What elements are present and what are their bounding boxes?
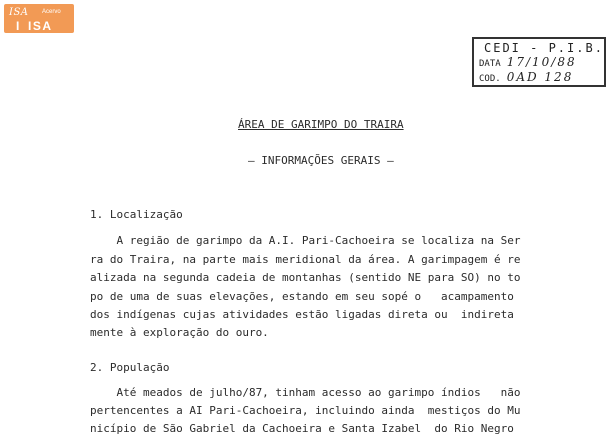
logo-isa-text: ISA [28,19,53,33]
paragraph-line: po de uma de suas elevações, estando em seu sopé o acampamento [90,290,514,303]
paragraph-line: mente à exploração do ouro. [90,326,269,339]
stamp-code-row [479,70,573,84]
stamp-code-value: 0AD 128 [506,70,574,84]
logo-mark: I [16,19,20,33]
stamp-date-label: DATA [479,59,501,69]
paragraph-line: dos indígenas cujas atividades estão ligadas direta ou indireta [90,308,514,321]
logo-small-text: Acervo [42,9,61,15]
paragraph-line: ra do Traira, na parte mais meridional da área. A garimpagem é re [90,253,521,266]
paragraph-line: A região de garimpo da A.I. Pari-Cachoeira se localiza na Ser [90,234,521,247]
logo-text: ISA [9,7,29,18]
paragraph-line: nicípio de São Gabriel da Cachoeira e Santa Izabel do Rio Negro [90,422,514,435]
section-heading-populacao: 2. População [90,361,170,374]
archive-stamp [472,37,606,87]
document-subtitle: — INFORMAÇÕES GERAIS — [248,154,394,167]
paragraph-line: Até meados de julho/87, tinham acesso ao garimpo índios não [90,386,521,399]
section-heading-localizacao: 1. Localização [90,208,183,221]
stamp-date-value: 17/10/88 [506,55,577,69]
paragraph-line: alizada na segunda cadeia de montanhas (sentido NE para SO) no to [90,271,521,284]
document-title: ÁREA DE GARIMPO DO TRAIRA [238,118,404,131]
paragraph-line: pertencentes a AI Pari-Cachoeira, incluindo ainda mestiços do Mu [90,404,521,417]
isa-acervo-logo [4,4,74,33]
stamp-code-label: COD. [479,74,501,84]
stamp-date-row [479,55,577,69]
stamp-org: CEDI - P.I.B. [484,41,604,55]
